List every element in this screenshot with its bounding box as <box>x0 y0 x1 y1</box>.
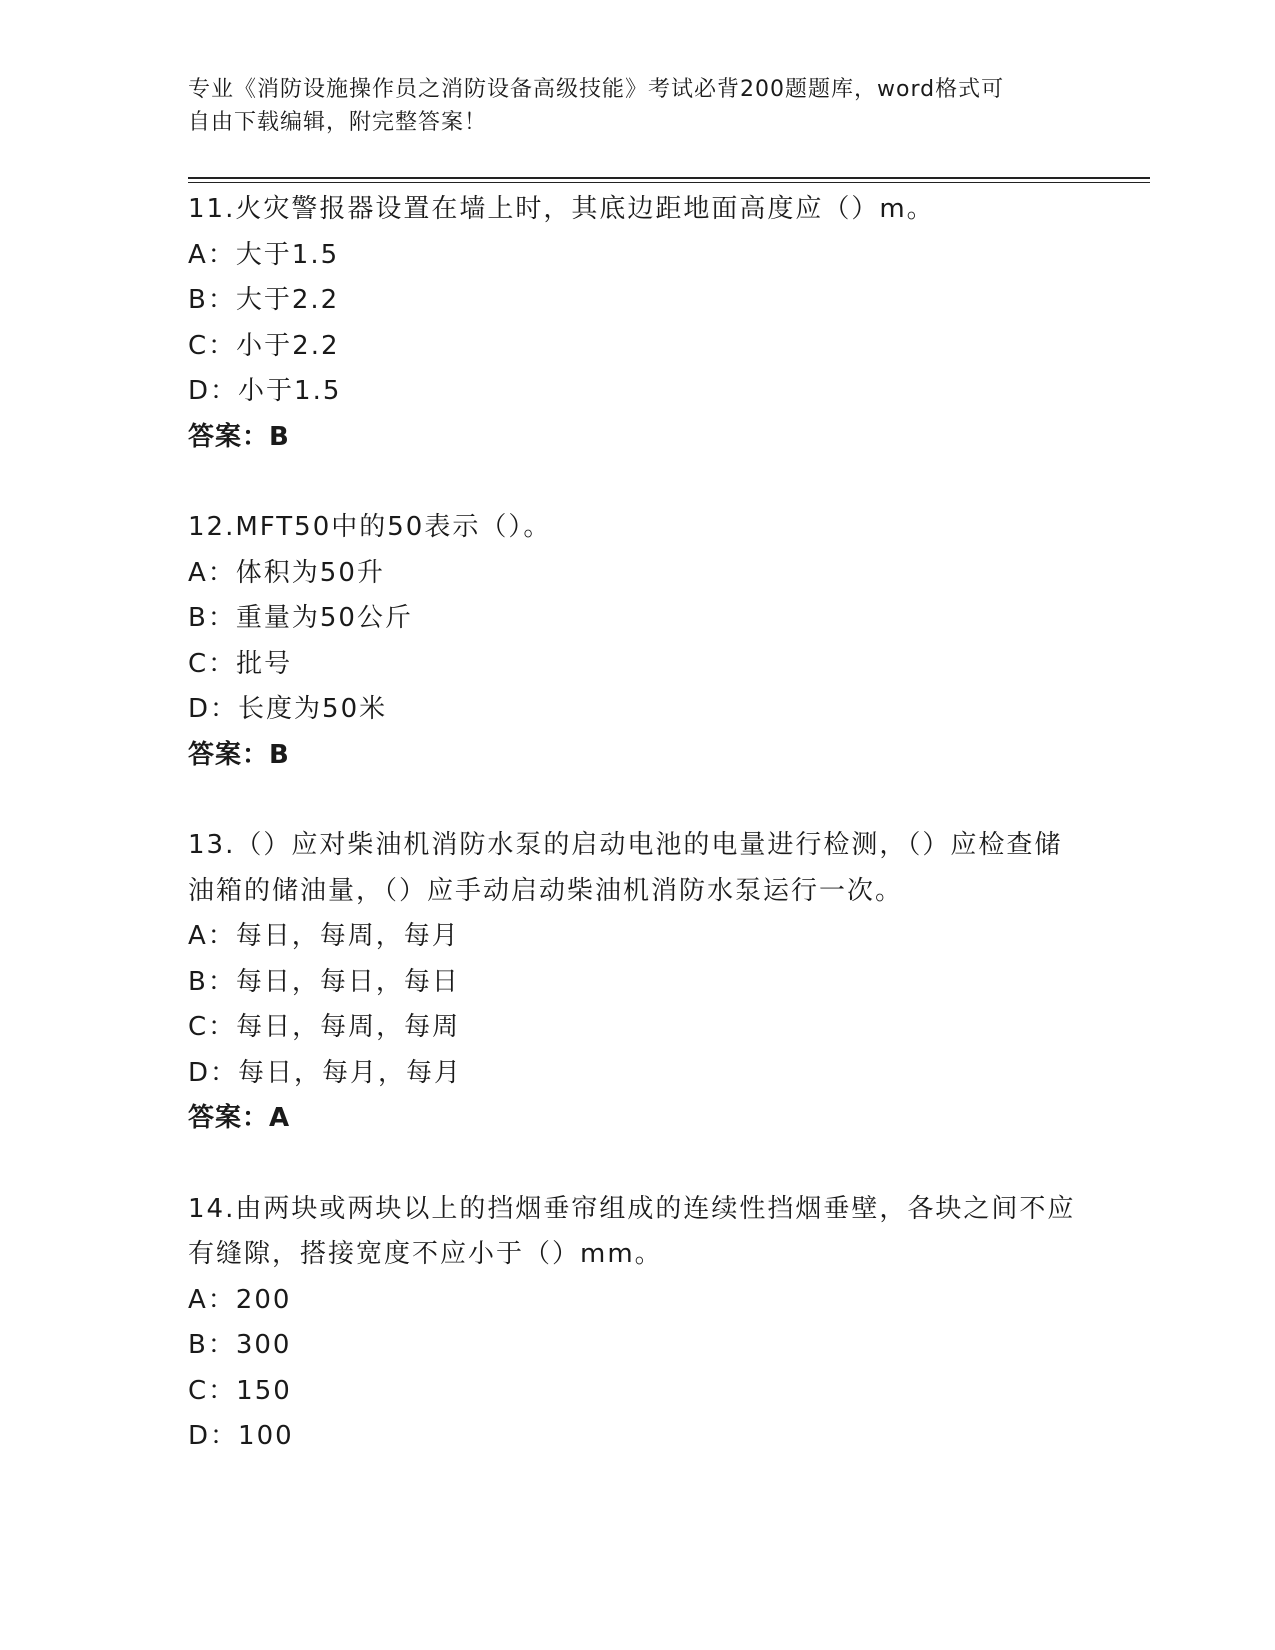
option-c: C：每日，每周，每周 <box>188 1012 461 1042</box>
header-line-2: 自由下载编辑，附完整答案！ <box>188 110 488 135</box>
question-stem: 11.火灾警报器设置在墙上时，其底边距地面高度应（）m。 <box>188 194 935 224</box>
option-d: D：每日，每月，每月 <box>188 1057 463 1088</box>
option-b: B：每日，每日，每日 <box>188 966 460 997</box>
question-stem: 12.MFT50中的50表示（）。 <box>188 512 552 542</box>
option-d: D：小于1.5 <box>188 376 342 406</box>
option-c: C：150 <box>188 1375 292 1406</box>
option-b: B：重量为50公斤 <box>188 603 413 633</box>
option-c: C：批号 <box>188 648 293 679</box>
option-a: A：大于1.5 <box>188 239 340 270</box>
question-11 <box>188 187 1088 460</box>
answer: 答案：A <box>188 1103 291 1133</box>
answer: 答案：B <box>188 421 290 452</box>
option-a: A：体积为50升 <box>188 557 385 588</box>
answer: 答案：B <box>188 739 290 770</box>
option-b: B：300 <box>188 1330 292 1360</box>
question-stem: 14.由两块或两块以上的挡烟垂帘组成的连续性挡烟垂壁，各块之间不应有缝隙，搭接宽度不应小于（）mm。 <box>188 1193 1076 1269</box>
header-rule-thin <box>188 182 1150 183</box>
option-c: C：小于2.2 <box>188 330 340 361</box>
option-a: A：200 <box>188 1284 292 1315</box>
option-b: B：大于2.2 <box>188 285 340 315</box>
document-header <box>188 73 1068 139</box>
question-14 <box>188 1187 1088 1460</box>
header-line-1: 专业《消防设施操作员之消防设备高级技能》考试必背200题题库，word格式可 <box>188 77 1005 102</box>
option-d: D：长度为50米 <box>188 694 388 724</box>
question-13 <box>188 823 1088 1142</box>
header-rule-thick <box>188 177 1150 179</box>
question-12 <box>188 505 1088 778</box>
option-a: A：每日，每周，每月 <box>188 921 460 951</box>
option-d: D：100 <box>188 1421 294 1451</box>
question-stem: 13.（）应对柴油机消防水泵的启动电池的电量进行检测，（）应检查储油箱的储油量，（）应手动启动柴油机消防水泵运行一次。 <box>188 830 1063 906</box>
question-list <box>188 187 1088 1505</box>
